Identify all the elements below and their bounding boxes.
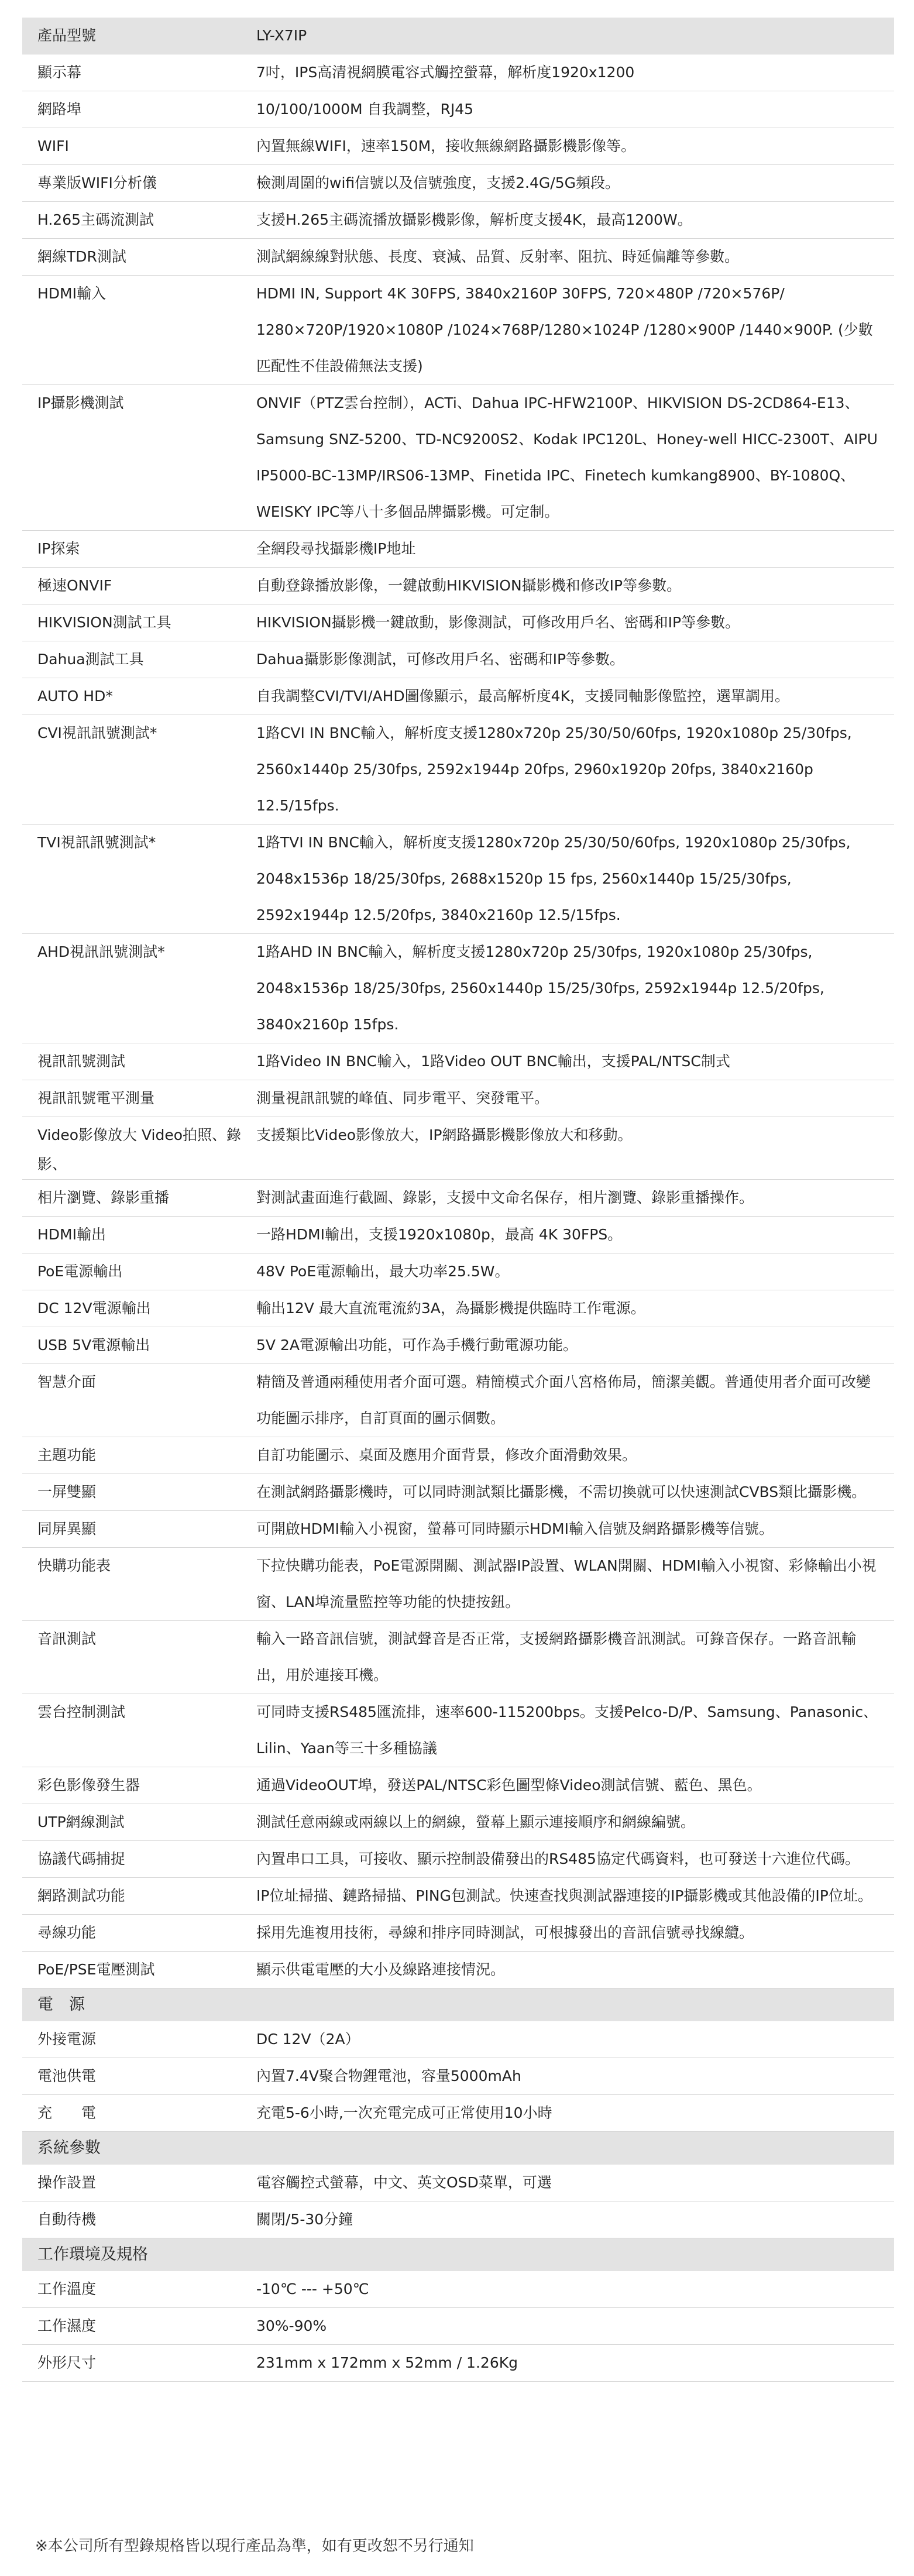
spec-label: PoE電源輸出	[37, 1263, 123, 1280]
spec-label: 彩色影像發生器	[37, 1777, 140, 1794]
spec-label: IP攝影機測試	[37, 394, 124, 411]
environment-row	[22, 2308, 894, 2345]
spec-label: 工作溫度	[37, 2280, 97, 2297]
spec-label: TVI視訊訊號測試*	[37, 834, 156, 851]
spec-label: WIFI	[37, 138, 69, 154]
spec-label: Video影像放大 Video拍照、錄影、	[37, 1126, 242, 1173]
spec-label: H.265主碼流測試	[37, 211, 154, 228]
spec-label: PoE/PSE電壓測試	[37, 1961, 155, 1978]
spec-row	[22, 202, 894, 239]
spec-value: 內置7.4V聚合物鋰電池，容量5000mAh	[256, 2067, 521, 2084]
spec-row	[22, 1621, 894, 1694]
spec-label: AUTO HD*	[37, 688, 113, 705]
footnote: ※本公司所有型錄規格皆以現行產品為準，如有更改恕不另行通知	[35, 2537, 474, 2555]
spec-row	[22, 276, 894, 385]
spec-label: 充 電	[37, 2104, 97, 2121]
spec-row	[22, 678, 894, 715]
spec-value: 採用先進複用技術，尋線和排序同時測試，可根據發出的音訊信號尋找線纜。	[256, 1924, 754, 1941]
environment-row	[22, 2345, 894, 2382]
spec-label: 網路埠	[37, 101, 82, 118]
spec-label: IP探索	[37, 540, 80, 557]
spec-value: 支援H.265主碼流播放攝影機影像，解析度支援4K，最高1200W。	[256, 211, 692, 228]
spec-row	[22, 128, 894, 165]
spec-row	[22, 1878, 894, 1915]
spec-label: HDMI輸入	[37, 285, 106, 302]
spec-value: 一路HDMI輸出，支援1920x1080p，最高 4K 30FPS。	[256, 1226, 623, 1243]
spec-value: 自我調整CVI/TVI/AHD圖像顯示，最高解析度4K，支援同軸影像監控，選單調用。	[256, 688, 789, 705]
spec-label: 相片瀏覽、錄影重播	[37, 1189, 170, 1206]
spec-row	[22, 1437, 894, 1474]
spec-label: 快購功能表	[37, 1557, 111, 1574]
spec-row	[22, 1043, 894, 1080]
spec-label: 操作設置	[37, 2174, 97, 2191]
spec-row	[22, 1180, 894, 1217]
spec-value: 內置無線WIFI，速率150M，接收無線網路攝影機影像等。	[256, 138, 636, 154]
spec-label: 外接電源	[37, 2031, 97, 2048]
spec-row	[22, 1253, 894, 1290]
spec-label: 自動待機	[37, 2211, 97, 2228]
spec-value: 10/100/1000M 自我調整，RJ45	[256, 101, 474, 118]
spec-row	[22, 91, 894, 128]
system-row	[22, 2201, 894, 2238]
spec-label: 網線TDR測試	[37, 248, 126, 265]
spec-value: 自動登錄播放影像，一鍵啟動HIKVISION攝影機和修改IP等參數。	[256, 577, 682, 594]
spec-row	[22, 1548, 894, 1621]
spec-label: 視訊訊號電平測量	[37, 1090, 155, 1107]
spec-row	[22, 165, 894, 202]
spec-value: 1路TVI IN BNC輸入，解析度支援1280x720p 25/30/50/60fps, 1920x1080p 25/30fps, 2048x1536p 18/25/30fps, 2688x1520p 15 fps, 2560x1440p 15/25/30fps, 2592x1944p 12.5/20fps, 3840x2160p 12.5/15fps.	[256, 834, 851, 923]
spec-label: 協議代碼捕捉	[37, 1850, 126, 1867]
spec-value: 測試任意兩線或兩線以上的網線，螢幕上顯示連接順序和網線編號。	[256, 1813, 696, 1830]
power-row	[22, 2095, 894, 2132]
spec-row	[22, 1841, 894, 1878]
spec-value: 1路CVI IN BNC輸入，解析度支援1280x720p 25/30/50/60fps, 1920x1080p 25/30fps, 2560x1440p 25/30fps, 2592x1944p 20fps, 2960x1920p 20fps, 3840x2160p 12.5/15fps.	[256, 724, 852, 814]
spec-row	[22, 1952, 894, 1988]
spec-row	[22, 715, 894, 825]
spec-value: ONVIF（PTZ雲台控制），ACTi、Dahua IPC-HFW2100P、HIKVISION DS-2CD864-E13、Samsung SNZ-5200、TD-NC9200S2、Kodak IPC120L、Honey-well HICC-2300T、AIPU IP5000-BC-13MP/IRS06-13MP、Finetida IPC、Finetech kumkang8900、BY-1080Q、WEISKY IPC等八十多個品牌攝影機。可定制。	[256, 394, 878, 520]
section-header-power	[22, 1988, 894, 2022]
power-row	[22, 2058, 894, 2095]
spec-label: 極速ONVIF	[37, 577, 112, 594]
spec-value: HIKVISION攝影機一鍵啟動，影像測試，可修改用戶名、密碼和IP等參數。	[256, 614, 740, 631]
spec-value: 檢測周圍的wifi信號以及信號強度，支援2.4G/5G頻段。	[256, 174, 620, 191]
section-title: 工作環境及規格	[22, 2238, 894, 2272]
section-header-environment	[22, 2238, 894, 2272]
spec-label: USB 5V電源輸出	[37, 1337, 150, 1354]
spec-value: 輸出12V 最大直流電流約3A，為攝影機提供臨時工作電源。	[256, 1300, 645, 1317]
spec-value: 可同時支援RS485匯流排，速率600-115200bps。支援Pelco-D/P、Samsung、Panasonic、Lilin、Yaan等三十多種協議	[256, 1703, 878, 1757]
spec-value: 測量視訊訊號的峰值、同步電平、突發電平。	[256, 1090, 549, 1107]
spec-row	[22, 54, 894, 91]
spec-label: 雲台控制測試	[37, 1703, 126, 1720]
spec-label: CVI視訊訊號測試*	[37, 724, 157, 741]
section-header-system	[22, 2132, 894, 2165]
spec-value: 30%-90%	[256, 2317, 327, 2334]
spec-row	[22, 239, 894, 276]
system-row	[22, 2165, 894, 2201]
spec-value: 5V 2A電源輸出功能，可作為手機行動電源功能。	[256, 1337, 578, 1354]
spec-value: 231mm x 172mm x 52mm / 1.26Kg	[256, 2354, 518, 2371]
spec-value: 關閉/5-30分鐘	[256, 2211, 353, 2228]
spec-label: UTP網線測試	[37, 1813, 125, 1830]
spec-value: 輸入一路音訊信號，測試聲音是否正常，支援網路攝影機音訊測試。可錄音保存。一路音訊輸出，用於連接耳機。	[256, 1630, 857, 1684]
spec-row	[22, 385, 894, 531]
spec-value: 充電5-6小時,一次充電完成可正常使用10小時	[256, 2104, 552, 2121]
spec-value: 全網段尋找攝影機IP地址	[256, 540, 416, 557]
spec-row	[22, 1694, 894, 1767]
spec-value: LY-X7IP	[248, 18, 894, 54]
spec-row	[22, 568, 894, 604]
spec-label: 產品型號	[22, 18, 248, 54]
spec-row	[22, 1767, 894, 1804]
spec-row	[22, 1080, 894, 1117]
spec-value: 通過VideoOUT埠，發送PAL/NTSC彩色圖型條Video測試信號、藍色、黑色。	[256, 1777, 762, 1794]
spec-label: 一屏雙顯	[37, 1483, 97, 1500]
spec-label: 視訊訊號測試	[37, 1053, 126, 1070]
spec-row	[22, 604, 894, 641]
spec-label: 外形尺寸	[37, 2354, 97, 2371]
spec-value: -10℃ --- +50℃	[256, 2280, 369, 2297]
spec-label: 音訊測試	[37, 1630, 97, 1647]
model-row	[22, 18, 894, 54]
spec-label: 電池供電	[37, 2067, 97, 2084]
spec-label: Dahua測試工具	[37, 651, 144, 668]
spec-value: 可開啟HDMI輸入小視窗，螢幕可同時顯示HDMI輸入信號及網路攝影機等信號。	[256, 1520, 774, 1537]
spec-row	[22, 1217, 894, 1253]
spec-label: HDMI輸出	[37, 1226, 106, 1243]
spec-value: Dahua攝影影像測試，可修改用戶名、密碼和IP等參數。	[256, 651, 625, 668]
section-title: 電 源	[22, 1988, 894, 2022]
spec-row	[22, 531, 894, 568]
spec-row	[22, 1915, 894, 1952]
spec-row	[22, 641, 894, 678]
spec-value: 內置串口工具，可接收、顯示控制設備發出的RS485協定代碼資料，也可發送十六進位代碼。	[256, 1850, 860, 1867]
spec-value: 7吋，IPS高清視網膜電容式觸控螢幕，解析度1920x1200	[256, 64, 635, 81]
spec-table	[22, 18, 894, 2382]
spec-label: AHD視訊訊號測試*	[37, 943, 165, 960]
spec-value: 電容觸控式螢幕，中文、英文OSD菜單，可選	[256, 2174, 552, 2191]
spec-label: DC 12V電源輸出	[37, 1300, 151, 1317]
spec-value: 顯示供電電壓的大小及線路連接情況。	[256, 1961, 506, 1978]
spec-value: DC 12V（2A）	[256, 2031, 360, 2048]
power-row	[22, 2021, 894, 2058]
spec-value: 支援類比Video影像放大，IP網路攝影機影像放大和移動。	[256, 1126, 633, 1143]
spec-row	[22, 1364, 894, 1437]
spec-label: 尋線功能	[37, 1924, 97, 1941]
spec-row	[22, 825, 894, 934]
spec-value: 自訂功能圖示、桌面及應用介面背景，修改介面滑動效果。	[256, 1447, 637, 1464]
spec-label: 工作濕度	[37, 2317, 97, 2334]
spec-row	[22, 1474, 894, 1511]
spec-row	[22, 1511, 894, 1548]
spec-value: IP位址掃描、鏈路掃描、PING包測試。快速查找與測試器連接的IP攝影機或其他設備的IP位址。	[256, 1887, 872, 1904]
spec-value: 對測試畫面進行截圖、錄影，支援中文命名保存，相片瀏覽、錄影重播操作。	[256, 1189, 754, 1206]
spec-label: HIKVISION測試工具	[37, 614, 171, 631]
spec-value: 精簡及普通兩種使用者介面可選。精簡模式介面八宮格佈局，簡潔美觀。普通使用者介面可改變功能圖示排序，自訂頁面的圖示個數。	[256, 1373, 871, 1427]
spec-row	[22, 1117, 894, 1180]
spec-row	[22, 1804, 894, 1841]
spec-row	[22, 1290, 894, 1327]
spec-label: 專業版WIFI分析儀	[37, 174, 157, 191]
spec-label: 顯示幕	[37, 64, 82, 81]
spec-value: 48V PoE電源輸出，最大功率25.5W。	[256, 1263, 510, 1280]
spec-row	[22, 1327, 894, 1364]
spec-value: 下拉快購功能表，PoE電源開關、測試器IP設置、WLAN開關、HDMI輸入小視窗、彩條輸出小視窗、LAN埠流量監控等功能的快捷按鈕。	[256, 1557, 877, 1610]
spec-value: 1路AHD IN BNC輸入，解析度支援1280x720p 25/30fps, 1920x1080p 25/30fps, 2048x1536p 18/25/30fps, 2560x1440p 15/25/30fps, 2592x1944p 12.5/20fps, 3840x2160p 15fps.	[256, 943, 824, 1033]
section-title: 系統參數	[22, 2132, 894, 2165]
spec-value: HDMI IN, Support 4K 30FPS, 3840x2160P 30FPS, 720×480P /720×576P/ 1280×720P/1920×1080P /1024×768P/1280×1024P /1280×900P /1440×900P. (少數匹配性不佳設備無法支援)	[256, 285, 873, 375]
spec-label: 主題功能	[37, 1447, 97, 1464]
environment-row	[22, 2271, 894, 2308]
spec-value: 1路Video IN BNC輸入，1路Video OUT BNC輸出，支援PAL/NTSC制式	[256, 1053, 730, 1070]
spec-value: 測試網線線對狀態、長度、衰減、品質、反射率、阻抗、時延偏離等參數。	[256, 248, 740, 265]
spec-value: 在測試網路攝影機時，可以同時測試類比攝影機，不需切換就可以快速測試CVBS類比攝影機。	[256, 1483, 867, 1500]
spec-label: 網路測試功能	[37, 1887, 126, 1904]
spec-label: 智慧介面	[37, 1373, 97, 1390]
spec-row	[22, 934, 894, 1043]
spec-label: 同屏異顯	[37, 1520, 97, 1537]
